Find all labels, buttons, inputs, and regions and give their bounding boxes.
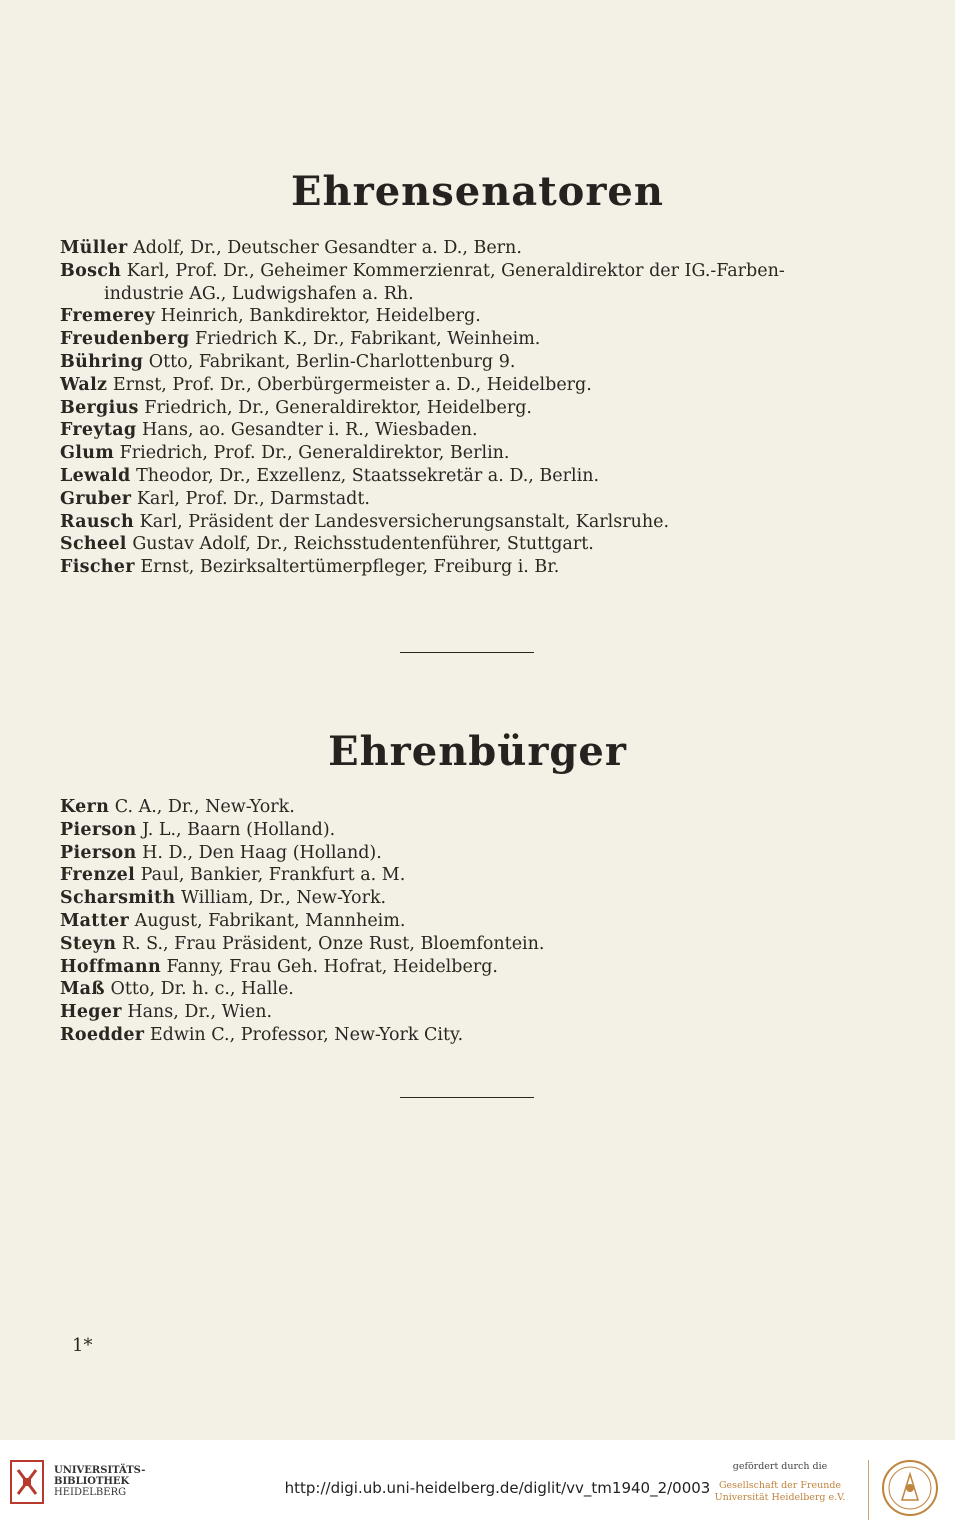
entry-surname: Maß [60,979,105,1000]
list-item [60,397,880,420]
entry-details: Gustav Adolf, Dr., Reichsstudentenführer, Stuttgart. [132,534,594,555]
list-item [60,237,880,260]
entry-details: Ernst, Prof. Dr., Oberbürgermeister a. D., Heidelberg. [112,374,592,395]
entry-surname: Freytag [60,420,137,441]
entry-details: Theodor, Dr., Exzellenz, Staatssekretär a. D., Berlin. [136,465,600,486]
list-item [60,328,880,351]
honorary-senators-list [60,237,880,579]
entry-details: J. L., Baarn (Holland). [142,819,336,840]
entry-surname: Roedder [60,1024,145,1045]
entry-details: H. D., Den Haag (Holland). [142,842,382,863]
library-name-line: HEIDELBERG [54,1487,127,1498]
list-item [60,351,880,374]
entry-details: Adolf, Dr., Deutscher Gesandter a. D., Bern. [133,238,522,258]
entry-surname: Bosch [60,260,122,281]
entry-surname: Bühring [60,351,144,372]
sponsor-credit [700,1461,860,1504]
list-item [60,842,880,865]
list-item [60,283,880,306]
entry-details: August, Fabrikant, Mannheim. [134,910,406,931]
entry-details: Karl, Präsident der Landesversicherungsanstalt, Karlsruhe. [139,511,670,532]
list-item [60,978,880,1001]
entry-details: Fanny, Frau Geh. Hofrat, Heidelberg. [166,956,498,977]
entry-surname: Rausch [60,511,135,532]
entry-details: Friedrich K., Dr., Fabrikant, Weinheim. [195,329,541,350]
list-item [60,511,880,534]
list-item [60,374,880,397]
list-item [60,1001,880,1024]
entry-details: Ernst, Bezirksaltertümerpfleger, Freiburg i. Br. [140,557,560,578]
list-item [60,1024,880,1047]
list-item [60,864,880,887]
entry-surname: Frenzel [60,865,136,886]
entry-surname: Steyn [60,933,117,954]
list-item [60,442,880,465]
source-url-link[interactable]: http://digi.ub.uni-heidelberg.de/diglit/vv_tm1940_2/0003 [284,1479,711,1497]
entry-surname: Heger [60,1002,122,1023]
entry-details: Otto, Dr. h. c., Halle. [110,979,294,1000]
entry-surname: Müller [60,238,128,258]
section-title-ehrensenatoren: Ehrensenatoren [291,168,664,215]
entry-details: R. S., Frau Präsident, Onze Rust, Bloemfontein. [121,933,545,954]
list-item [60,887,880,910]
entry-surname: Matter [60,910,130,931]
library-name-line: BIBLIOTHEK [54,1476,130,1487]
library-name-line: UNIVERSITÄTS- [54,1465,146,1476]
entry-details: Hans, Dr., Wien. [127,1002,273,1023]
list-item [60,305,880,328]
entry-details: William, Dr., New-York. [180,888,387,909]
entry-details: Friedrich, Dr., Generaldirektor, Heidelberg. [144,397,532,418]
entry-surname: Walz [60,374,108,395]
list-item [60,910,880,933]
list-item [60,933,880,956]
entry-surname: Pierson [60,842,137,863]
entry-surname: Bergius [60,397,139,418]
university-seal-icon [880,1458,940,1518]
sponsor-name-line: Gesellschaft der Freunde [718,1480,842,1491]
list-item [60,533,880,556]
entry-surname: Lewald [60,465,131,486]
entry-surname: Hoffmann [60,956,161,977]
page-number: 1* [72,1335,93,1356]
entry-details: Karl, Prof. Dr., Darmstadt. [136,488,370,509]
entry-details: Heinrich, Bankdirektor, Heidelberg. [160,306,481,327]
entry-surname: Freudenberg [60,329,190,350]
entry-surname: Gruber [60,488,132,509]
entry-details: industrie AG., Ludwigshafen a. Rh. [104,283,414,304]
section-divider [400,652,534,653]
sponsor-intro: gefördert durch die [732,1461,828,1472]
entry-surname: Fremerey [60,306,156,327]
footer-divider [868,1460,869,1520]
entry-surname: Kern [60,797,110,817]
list-item [60,488,880,511]
section-title-ehrenbuerger: Ehrenbürger [328,728,627,775]
entry-surname: Scheel [60,534,127,555]
entry-details: Friedrich, Prof. Dr., Generaldirektor, Berlin. [119,443,510,464]
entry-surname: Pierson [60,819,137,840]
sponsor-name-line: Universität Heidelberg e.V. [714,1492,846,1503]
list-item [60,260,880,283]
entry-details: C. A., Dr., New-York. [114,797,295,817]
entry-surname: Glum [60,443,115,464]
entry-details: Otto, Fabrikant, Berlin-Charlottenburg 9. [148,351,516,372]
honorary-citizens-list [60,796,880,1047]
list-item [60,556,880,579]
entry-surname: Scharsmith [60,888,176,909]
entry-details: Edwin C., Professor, New-York City. [149,1024,464,1045]
list-item [60,956,880,979]
list-item [60,819,880,842]
entry-details: Paul, Bankier, Frankfurt a. M. [140,865,406,886]
list-item [60,419,880,442]
section-divider [400,1097,534,1098]
list-item [60,465,880,488]
entry-surname: Fischer [60,557,135,578]
entry-details: Karl, Prof. Dr., Geheimer Kommerzienrat, Generaldirektor der IG.-Farben- [126,260,785,281]
entry-details: Hans, ao. Gesandter i. R., Wiesbaden. [141,420,478,441]
list-item [60,796,880,819]
